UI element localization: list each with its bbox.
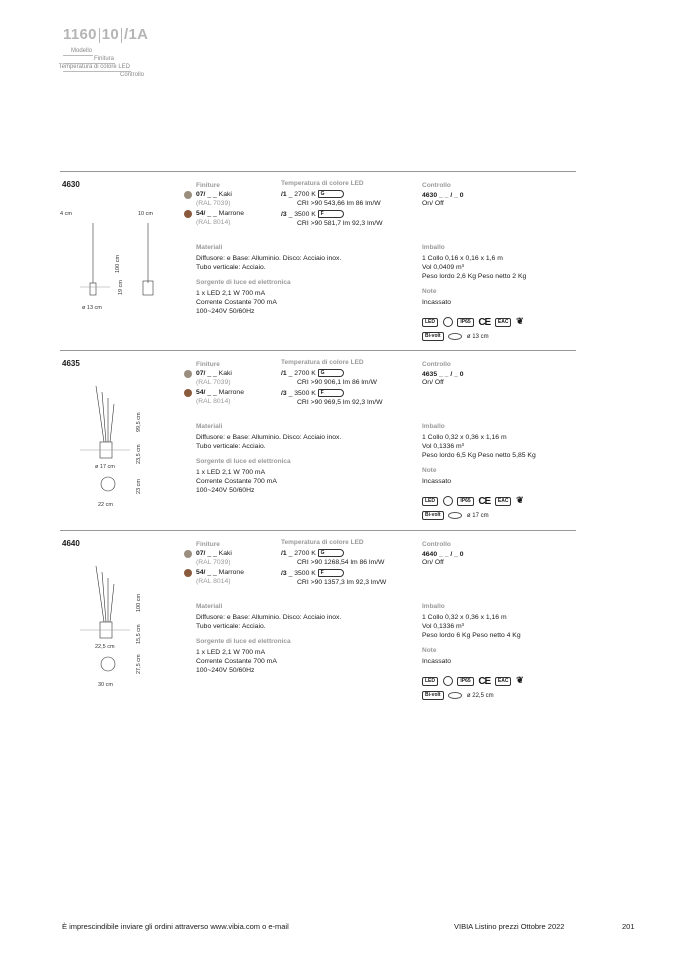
legend-temperatura: Temperatura di colore LED (58, 64, 130, 70)
temp-2700: /1 _ 2700 K G (281, 369, 344, 378)
finish-kaki: 07/ _ _ Kaki (196, 550, 232, 557)
dim-height-2: 19 cm (118, 280, 124, 295)
finish-marrone-ral: (RAL 8014) (196, 398, 231, 405)
finish-kaki: 07/ _ _ Kaki (196, 370, 232, 377)
finish-marrone: 54/ _ _ Marrone (196, 389, 244, 396)
temp-3500-specs: CRI >90 969,5 lm 92,3 lm/W (297, 399, 383, 406)
dim-base: ø 17 cm (95, 464, 115, 470)
product-section (60, 530, 576, 705)
finiture-heading: Finiture (196, 541, 220, 548)
note-heading: Note (422, 647, 437, 654)
source-line-1: 1 x LED 2,1 W 700 mA (196, 649, 266, 656)
source-line-3: 100~240V 50/60Hz (196, 308, 255, 315)
finish-kaki-ral: (RAL 7039) (196, 200, 231, 207)
temp-3500: /3 _ 3500 K F (281, 389, 344, 398)
materials-line-2: Tubo verticale: Acciaio. (196, 623, 266, 630)
packaging-line-3: Peso lordo 6,5 Kg Peso netto 5,85 Kg (422, 452, 536, 459)
temp-3500-specs: CRI >90 1357,3 lm 92,3 lm/W (297, 579, 387, 586)
certification-icons (422, 316, 527, 328)
product-drawing (60, 372, 180, 512)
materials-line-2: Tubo verticale: Acciaio. (196, 443, 266, 450)
finish-marrone: 54/ _ _ Marrone (196, 569, 244, 576)
legend-controllo: Controllo (119, 72, 144, 78)
materials-line-1: Diffusore: e Base: Alluminio. Disco: Acciaio inox. (196, 614, 342, 621)
energy-class-f: F (318, 210, 344, 218)
kaki-swatch (184, 370, 192, 378)
dim-width: 30 cm (98, 682, 113, 688)
dim-height-2: 23,5 cm (136, 444, 142, 464)
temp-2700-specs: CRI >90 1268,54 lm 86 lm/W (297, 559, 385, 566)
hole-diameter: ø 22,5 cm (466, 693, 494, 700)
temp-2700-specs: CRI >90 543,66 lm 86 lm/W (297, 200, 381, 207)
footer-order-note: È imprescindibile inviare gli ordini attraverso www.vibia.com o e-mail (62, 922, 289, 931)
hole-diameter: ø 17 cm (466, 513, 489, 520)
materials-line-1: Diffusore: e Base: Alluminio. Disco: Acciaio inox. (196, 434, 342, 441)
dim-height-1: 100 cm (136, 593, 142, 612)
note-text: Incassato (422, 478, 452, 485)
source-line-2: Corrente Costante 700 mA (196, 299, 277, 306)
energy-class-f: F (318, 569, 344, 577)
finish-marrone-ral: (RAL 8014) (196, 219, 231, 226)
dim-width-a: 4 cm (60, 211, 72, 217)
ce-icon: CE (478, 495, 491, 507)
eac-icon: EAC (495, 497, 512, 506)
sorgente-heading: Sorgente di luce ed elettronica (196, 279, 291, 286)
hole-diameter: ø 13 cm (466, 334, 489, 341)
bivolt-row (422, 511, 492, 520)
note-text: Incassato (422, 299, 452, 306)
code-model: 1160 (63, 26, 97, 43)
finish-marrone: 54/ _ _ Marrone (196, 210, 244, 217)
temperatura-heading: Temperatura di colore LED (281, 180, 364, 187)
materials-line-1: Diffusore: e Base: Alluminio. Disco: Acciaio inox. (196, 255, 342, 262)
legend-modello: Modello (70, 48, 92, 54)
dimmable-icon (443, 496, 453, 506)
stem-2 (102, 392, 106, 442)
top-view (101, 657, 115, 671)
dim-width-b: 10 cm (138, 211, 153, 217)
temperatura-heading: Temperatura di colore LED (281, 539, 364, 546)
model-code: 4640 (62, 539, 80, 548)
source-line-2: Corrente Costante 700 mA (196, 478, 277, 485)
bivolt-icon: Bi-volt (422, 691, 444, 700)
packaging-line-3: Peso lordo 6 Kg Peso netto 4 Kg (422, 632, 521, 639)
temperatura-heading: Temperatura di colore LED (281, 359, 364, 366)
dim-width: 22 cm (98, 502, 113, 508)
note-text: Incassato (422, 658, 452, 665)
code-temp: /1A (124, 26, 149, 43)
control-type: On/ Off (422, 379, 444, 386)
temp-2700: /1 _ 2700 K G (281, 549, 344, 558)
stem-1 (96, 386, 104, 442)
ip65-icon: IP65 (457, 318, 473, 327)
temp-3500: /3 _ 3500 K F (281, 210, 344, 219)
controllo-heading: Controllo (422, 541, 451, 548)
eac-icon: EAC (495, 318, 512, 327)
dim-height-3: 23 cm (136, 479, 142, 494)
controllo-heading: Controllo (422, 182, 451, 189)
materiali-heading: Materiali (196, 423, 223, 430)
footer-brand: VIBIA Listino prezzi Ottobre 2022 (454, 922, 565, 931)
marrone-swatch (184, 389, 192, 397)
product-drawing (60, 193, 180, 333)
controllo-heading: Controllo (422, 361, 451, 368)
leaf-icon: ❦ (516, 675, 524, 685)
imballo-heading: Imballo (422, 603, 445, 610)
top-view (101, 477, 115, 491)
imballo-heading: Imballo (422, 244, 445, 251)
led-icon: LED (422, 318, 438, 327)
dim-height-3: 27,5 cm (136, 654, 142, 674)
dimmable-icon (443, 676, 453, 686)
stem-4 (110, 584, 114, 622)
dim-height-1: 100 cm (115, 254, 121, 273)
led-icon: LED (422, 497, 438, 506)
certification-icons (422, 495, 527, 507)
ip65-icon: IP65 (457, 677, 473, 686)
model-code: 4635 (62, 359, 80, 368)
temp-2700-specs: CRI >90 906,1 lm 86 lm/W (297, 379, 377, 386)
packaging-line-2: Vol 0,1336 m³ (422, 443, 464, 450)
packaging-line-3: Peso lordo 2,6 Kg Peso netto 2 Kg (422, 273, 527, 280)
ip65-icon: IP65 (457, 497, 473, 506)
legend-finitura: Finitura (93, 56, 114, 62)
packaging-line-2: Vol 0,1336 m³ (422, 623, 464, 630)
source-line-3: 100~240V 50/60Hz (196, 667, 255, 674)
hole-icon (448, 692, 462, 699)
finish-kaki: 07/ _ _ Kaki (196, 191, 232, 198)
marrone-swatch (184, 210, 192, 218)
dim-base: ø 13 cm (82, 305, 102, 311)
footer-page-number: 201 (622, 922, 635, 931)
control-code: 4640 _ _ / _ 0 (422, 551, 464, 558)
certification-icons (422, 675, 527, 687)
temp-3500: /3 _ 3500 K F (281, 569, 344, 578)
leaf-icon: ❦ (516, 495, 524, 505)
eac-icon: EAC (495, 677, 512, 686)
source-line-3: 100~240V 50/60Hz (196, 487, 255, 494)
model-code: 4630 (62, 180, 80, 189)
dim-base: 22,5 cm (95, 644, 115, 650)
stem-1 (96, 566, 104, 622)
bivolt-icon: Bi-volt (422, 332, 444, 341)
product-section (60, 350, 576, 525)
packaging-line-1: 1 Collo 0,16 x 0,16 x 1,6 m (422, 255, 503, 262)
kaki-swatch (184, 550, 192, 558)
temp-3500-specs: CRI >90 581,7 lm 92,3 lm/W (297, 220, 383, 227)
kaki-swatch (184, 191, 192, 199)
finish-kaki-ral: (RAL 7039) (196, 379, 231, 386)
diffuser-2 (143, 281, 153, 295)
leaf-icon: ❦ (516, 316, 524, 326)
temp-2700: /1 _ 2700 K G (281, 190, 344, 199)
materiali-heading: Materiali (196, 603, 223, 610)
led-icon: LED (422, 677, 438, 686)
control-type: On/ Off (422, 200, 444, 207)
product-drawing (60, 552, 180, 692)
packaging-line-1: 1 Collo 0,32 x 0,36 x 1,16 m (422, 434, 507, 441)
packaging-line-2: Vol 0,0409 m³ (422, 264, 464, 271)
product-section (60, 171, 576, 346)
sorgente-heading: Sorgente di luce ed elettronica (196, 638, 291, 645)
dimmable-icon (443, 317, 453, 327)
finiture-heading: Finiture (196, 361, 220, 368)
hole-icon (448, 512, 462, 519)
materials-line-2: Tubo verticale: Acciaio. (196, 264, 266, 271)
code-legend (63, 26, 148, 43)
dim-height-1: 99,5 cm (136, 412, 142, 432)
marrone-swatch (184, 569, 192, 577)
diffuser-1 (90, 283, 96, 295)
ce-icon: CE (478, 675, 491, 687)
packaging-line-1: 1 Collo 0,32 x 0,36 x 1,16 m (422, 614, 507, 621)
energy-class-g: G (318, 549, 344, 557)
stem-2 (102, 572, 106, 622)
control-type: On/ Off (422, 559, 444, 566)
stem-4 (110, 404, 114, 442)
source-line-2: Corrente Costante 700 mA (196, 658, 277, 665)
note-heading: Note (422, 288, 437, 295)
control-code: 4635 _ _ / _ 0 (422, 371, 464, 378)
dim-height-2: 15,5 cm (136, 624, 142, 644)
sorgente-heading: Sorgente di luce ed elettronica (196, 458, 291, 465)
imballo-heading: Imballo (422, 423, 445, 430)
control-code: 4630 _ _ / _ 0 (422, 192, 464, 199)
finish-marrone-ral: (RAL 8014) (196, 578, 231, 585)
energy-class-g: G (318, 369, 344, 377)
code-finish: 10 (101, 26, 120, 43)
energy-class-g: G (318, 190, 344, 198)
finish-kaki-ral: (RAL 7039) (196, 559, 231, 566)
bivolt-row (422, 332, 492, 341)
note-heading: Note (422, 467, 437, 474)
bivolt-row (422, 691, 497, 700)
finiture-heading: Finiture (196, 182, 220, 189)
source-line-1: 1 x LED 2,1 W 700 mA (196, 469, 266, 476)
materiali-heading: Materiali (196, 244, 223, 251)
ce-icon: CE (478, 316, 491, 328)
source-line-1: 1 x LED 2,1 W 700 mA (196, 290, 266, 297)
hole-icon (448, 333, 462, 340)
energy-class-f: F (318, 389, 344, 397)
bivolt-icon: Bi-volt (422, 511, 444, 520)
